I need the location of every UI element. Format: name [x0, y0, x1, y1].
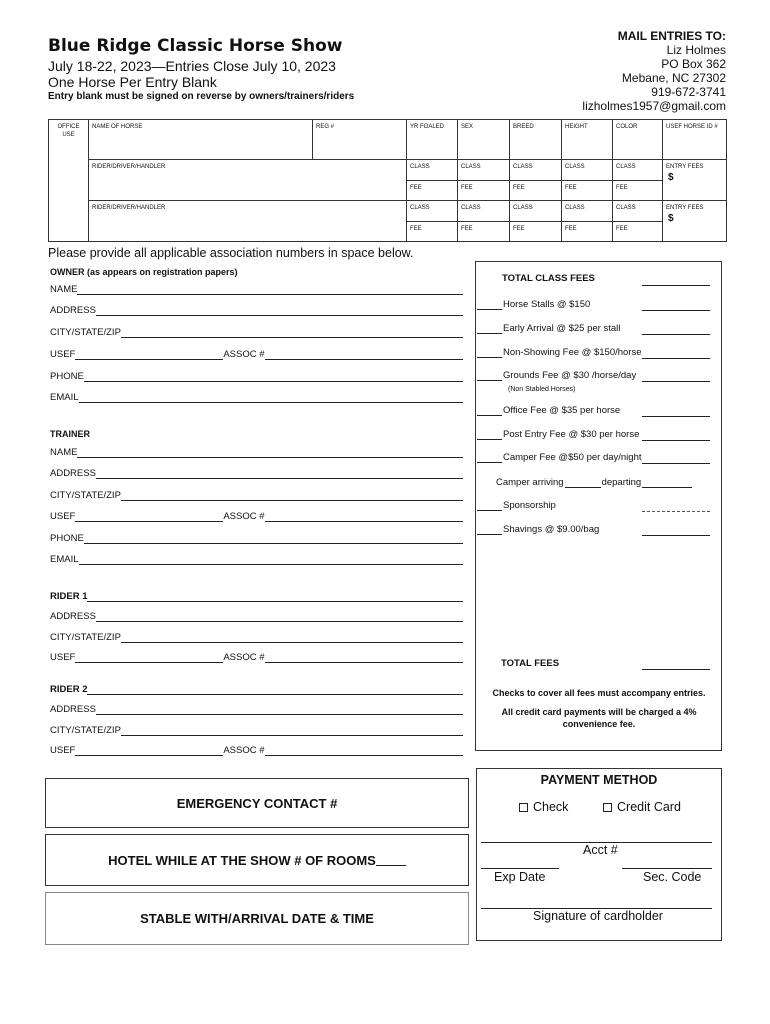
- entry-table: [48, 119, 727, 242]
- color-cell[interactable]: COLOR: [613, 120, 663, 160]
- class-cell[interactable]: CLASS: [510, 201, 562, 222]
- grounds-fee-row[interactable]: Grounds Fee @ $30 /horse/day: [477, 370, 636, 381]
- sex-cell[interactable]: SEX: [458, 120, 510, 160]
- camper-dates-row[interactable]: Camper arriving departing: [496, 477, 693, 488]
- hotel-box[interactable]: HOTEL WHILE AT THE SHOW # OF ROOMS: [45, 834, 469, 886]
- owner-name-field[interactable]: NAME: [50, 284, 463, 295]
- rider1-city-field[interactable]: CITY/STATE/ZIP: [50, 632, 463, 643]
- shavings-amount[interactable]: [642, 535, 710, 536]
- usef-horse-id-cell[interactable]: USEF HORSE ID #: [663, 120, 727, 160]
- class-cell[interactable]: CLASS: [562, 201, 613, 222]
- rider1-usef-field[interactable]: USEF ASSOC #: [50, 652, 463, 663]
- total-class-fees-label: TOTAL CLASS FEES: [502, 273, 595, 284]
- show-title: Blue Ridge Classic Horse Show: [48, 36, 343, 56]
- checks-note: Checks to cover all fees must accompany entries.: [492, 688, 706, 698]
- horse-stalls-row[interactable]: Horse Stalls @ $150: [477, 299, 590, 310]
- reg-cell[interactable]: REG #: [313, 120, 407, 160]
- rider1-name-field[interactable]: RIDER 1: [50, 591, 463, 602]
- fee-cell[interactable]: FEE: [458, 222, 510, 242]
- trainer-usef-field[interactable]: USEF ASSOC #: [50, 511, 463, 522]
- rider-handler-1-cell[interactable]: RIDER/DRIVER/HANDLER: [89, 160, 407, 201]
- owner-heading: OWNER (as appears on registration papers): [50, 267, 238, 277]
- yr-foaled-cell[interactable]: YR FOALED: [407, 120, 458, 160]
- early-arrival-row[interactable]: Early Arrival @ $25 per stall: [477, 323, 620, 334]
- trainer-heading: TRAINER: [50, 429, 90, 439]
- rider2-address-field[interactable]: ADDRESS: [50, 704, 463, 715]
- fee-cell[interactable]: FEE: [407, 222, 458, 242]
- office-fee-row[interactable]: Office Fee @ $35 per horse: [477, 405, 620, 416]
- class-cell[interactable]: CLASS: [458, 201, 510, 222]
- check-option[interactable]: Check: [519, 800, 568, 814]
- rider2-name-field[interactable]: RIDER 2: [50, 684, 463, 695]
- owner-phone-field[interactable]: PHONE: [50, 371, 463, 382]
- fee-cell[interactable]: FEE: [510, 222, 562, 242]
- stable-box[interactable]: STABLE WITH/ARRIVAL DATE & TIME: [45, 892, 469, 945]
- mail-phone: 919-672-3741: [651, 85, 726, 99]
- payment-title: PAYMENT METHOD: [540, 773, 658, 787]
- credit-card-note: All credit card payments will be charged a 4% convenience fee.: [501, 707, 697, 729]
- sec-code-label: Sec. Code: [643, 870, 702, 884]
- fee-cell[interactable]: FEE: [613, 181, 663, 201]
- credit-card-checkbox[interactable]: [603, 803, 612, 812]
- breed-cell[interactable]: BREED: [510, 120, 562, 160]
- non-stabled-note: (Non Stabled Horses): [508, 386, 576, 393]
- provide-numbers-note: Please provide all applicable association numbers in space below.: [48, 246, 414, 260]
- show-dates: July 18-22, 2023—Entries Close July 10, 2023: [48, 58, 336, 74]
- office-fee-amount[interactable]: [642, 416, 710, 417]
- camper-fee-amount[interactable]: [642, 463, 710, 464]
- emergency-contact-box[interactable]: EMERGENCY CONTACT #: [45, 778, 469, 828]
- class-cell[interactable]: CLASS: [458, 160, 510, 181]
- signature-label: Signature of cardholder: [533, 909, 663, 923]
- acct-label: Acct #: [583, 843, 618, 857]
- trainer-phone-field[interactable]: PHONE: [50, 533, 463, 544]
- owner-city-field[interactable]: CITY/STATE/ZIP: [50, 327, 463, 338]
- exp-date-line[interactable]: [481, 868, 559, 869]
- non-showing-amount[interactable]: [642, 358, 710, 359]
- class-cell[interactable]: CLASS: [407, 201, 458, 222]
- mail-city: Mebane, NC 27302: [621, 71, 726, 85]
- sponsorship-row[interactable]: Sponsorship: [477, 500, 556, 511]
- mail-heading: MAIL ENTRIES TO:: [617, 29, 726, 43]
- class-cell[interactable]: CLASS: [613, 160, 663, 181]
- mail-po: PO Box 362: [661, 57, 726, 71]
- check-checkbox[interactable]: [519, 803, 528, 812]
- exp-date-label: Exp Date: [494, 870, 546, 884]
- early-arrival-amount[interactable]: [642, 334, 710, 335]
- class-cell[interactable]: CLASS: [613, 201, 663, 222]
- total-fees-amount[interactable]: [642, 669, 710, 670]
- total-class-fees-amount[interactable]: [642, 285, 710, 286]
- owner-address-field[interactable]: ADDRESS: [50, 305, 463, 316]
- name-of-horse-cell[interactable]: NAME OF HORSE: [89, 120, 313, 160]
- shavings-row[interactable]: Shavings @ $9.00/bag: [477, 524, 599, 535]
- mail-name: Liz Holmes: [666, 43, 726, 57]
- fee-cell[interactable]: FEE: [613, 222, 663, 242]
- fee-cell[interactable]: FEE: [407, 181, 458, 201]
- rider1-address-field[interactable]: ADDRESS: [50, 611, 463, 622]
- entry-fees-cell[interactable]: ENTRY FEES $: [663, 160, 727, 201]
- total-fees-label: TOTAL FEES: [501, 658, 560, 669]
- fee-cell[interactable]: FEE: [510, 181, 562, 201]
- non-showing-row[interactable]: Non-Showing Fee @ $150/horse: [477, 347, 642, 358]
- trainer-address-field[interactable]: ADDRESS: [50, 468, 463, 479]
- trainer-name-field[interactable]: NAME: [50, 447, 463, 458]
- class-cell[interactable]: CLASS: [510, 160, 562, 181]
- signed-note: Entry blank must be signed on reverse by owners/trainers/riders: [48, 91, 355, 102]
- class-cell[interactable]: CLASS: [407, 160, 458, 181]
- grounds-fee-amount[interactable]: [642, 381, 710, 382]
- credit-card-option[interactable]: Credit Card: [603, 800, 681, 814]
- fee-cell[interactable]: FEE: [562, 222, 613, 242]
- rider2-city-field[interactable]: CITY/STATE/ZIP: [50, 725, 463, 736]
- entry-fees-cell[interactable]: ENTRY FEES $: [663, 201, 727, 242]
- fee-cell[interactable]: FEE: [562, 181, 613, 201]
- post-entry-amount[interactable]: [642, 440, 710, 441]
- trainer-city-field[interactable]: CITY/STATE/ZIP: [50, 490, 463, 501]
- office-use-cell: OFFICE USE: [49, 120, 89, 242]
- sec-code-line[interactable]: [622, 868, 712, 869]
- rider2-usef-field[interactable]: USEF ASSOC #: [50, 745, 463, 756]
- sponsorship-amount[interactable]: [642, 511, 710, 512]
- post-entry-row[interactable]: Post Entry Fee @ $30 per horse: [477, 429, 639, 440]
- camper-fee-row[interactable]: Camper Fee @$50 per day/night: [477, 452, 642, 463]
- rider-handler-2-cell[interactable]: RIDER/DRIVER/HANDLER: [89, 201, 407, 242]
- height-cell[interactable]: HEIGHT: [562, 120, 613, 160]
- horse-stalls-amount[interactable]: [642, 310, 710, 311]
- owner-email-field[interactable]: EMAIL: [50, 392, 463, 403]
- mail-email: lizholmes1957@gmail.com: [582, 99, 726, 113]
- owner-usef-field[interactable]: USEF ASSOC #: [50, 349, 463, 360]
- trainer-email-field[interactable]: EMAIL: [50, 554, 463, 565]
- fee-cell[interactable]: FEE: [458, 181, 510, 201]
- class-cell[interactable]: CLASS: [562, 160, 613, 181]
- one-horse-note: One Horse Per Entry Blank: [48, 74, 217, 90]
- mail-entries-block: [582, 29, 726, 113]
